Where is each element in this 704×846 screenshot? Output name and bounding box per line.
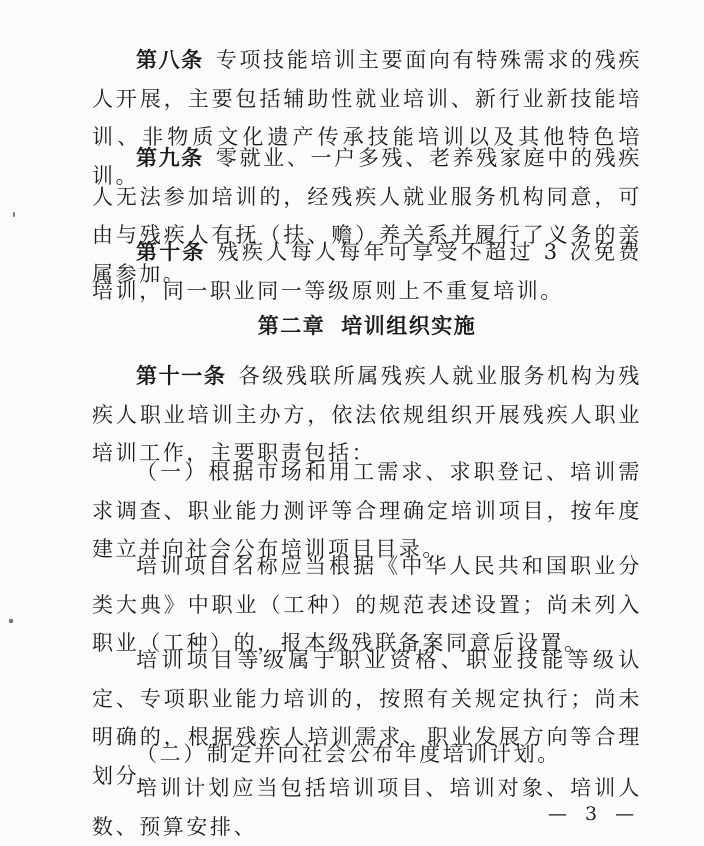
item-2-paragraph [92,735,642,774]
chapter-number: 第二章 [257,314,326,338]
article-11-heading: 第十一条 [136,364,227,388]
article-10 [92,233,642,310]
project-level-text: 培训项目等级属于职业资格、职业技能等级认定、专项职业能力培训的，按照有关规定执行；尚未明确的，根据残疾人培训需求、职业发展方向等合理划分。 [92,648,642,788]
article-8-text: 专项技能培训主要面向有特殊需求的残疾人开展，主要包括辅助性就业培训、新行业新技能培训、非物质文化遗产传承技能培训以及其他特色培训。 [92,48,642,188]
scan-speck [9,619,13,623]
training-plan-text: 培训计划应当包括培训项目、培训对象、培训人数、预算安排、 [92,776,642,839]
item-2-text: （二）制定并向社会公布年度培训计划。 [136,742,561,766]
article-11-text: 各级残联所属残疾人就业服务机构为残疾人职业培训主办方，依法依规组织开展残疾人职业培训工作，主要职责包括： [92,364,642,465]
page-number: — 3 — [548,803,641,825]
article-10-text: 残疾人每人每年可享受不超过 3 次免费培训，同一职业同一等级原则上不重复培训。 [92,240,642,303]
article-8-heading: 第八条 [136,48,204,72]
project-name-text: 培训项目名称应当根据《中华人民共和国职业分类大典》中职业（工种）的规范表述设置；尚未列入职业（工种）的，报本级残联备案同意后设置。 [92,554,642,655]
chapter-title: 培训组织实施 [341,314,477,338]
scan-speck [13,212,15,217]
item-1-text: （一）根据市场和用工需求、求职登记、培训需求调查、职业能力测评等合理确定培训项目，按年度建立并向社会公布培训项目目录。 [92,460,642,561]
chapter-heading [92,310,642,340]
article-9-text: 零就业、一户多残、老养残家庭中的残疾人无法参加培训的，经残疾人就业服务机构同意，可由与残疾人有抚（扶、赡）养关系并履行了义务的亲属参加。 [92,146,642,286]
article-10-heading: 第十条 [136,240,206,264]
article-9-heading: 第九条 [136,146,204,170]
